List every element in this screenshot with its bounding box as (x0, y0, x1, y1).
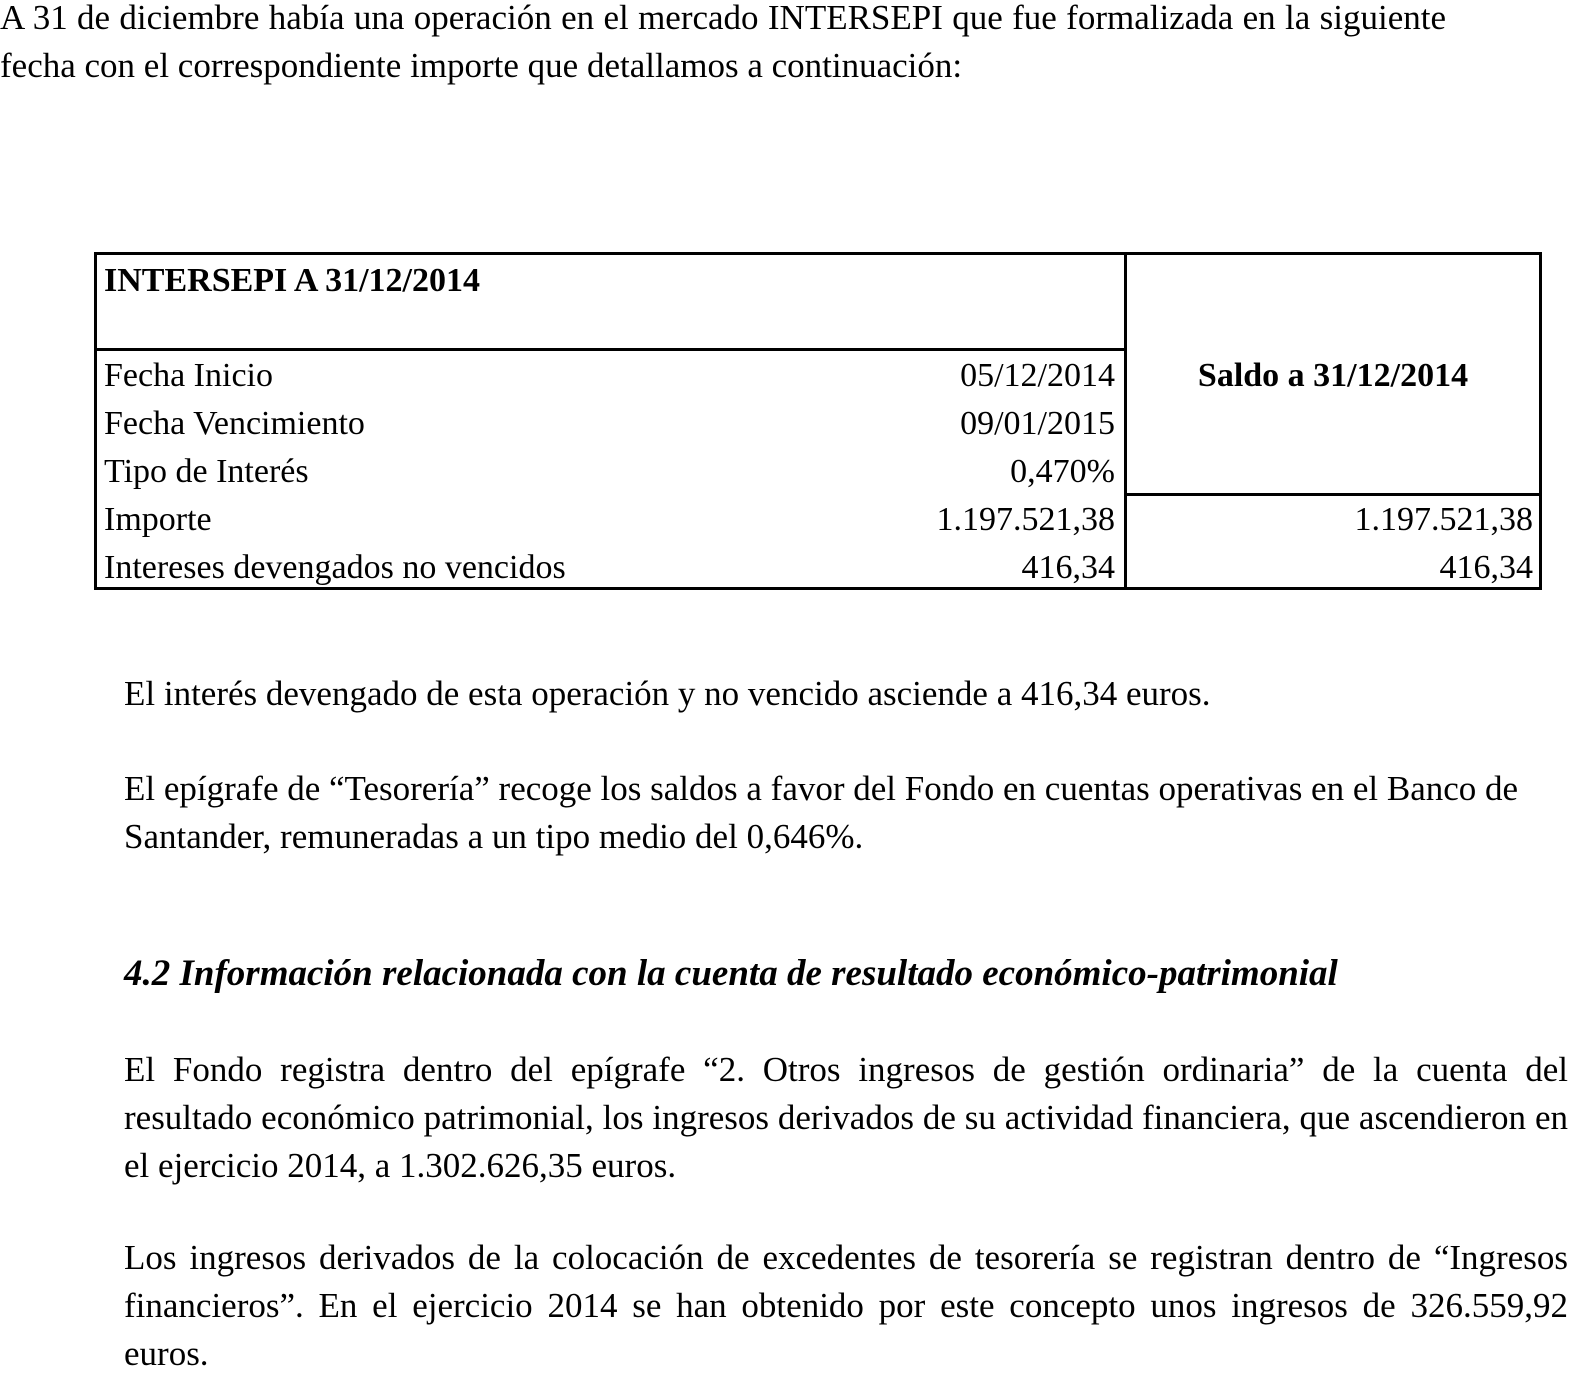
row-value-intereses: 416,34 (1021, 549, 1115, 586)
row-value-fecha-vencimiento: 09/01/2015 (960, 405, 1115, 442)
intersepi-table (94, 252, 1542, 590)
row-label-importe: Importe (104, 501, 212, 538)
row-label-tipo-interes: Tipo de Interés (104, 453, 309, 490)
ingresos-financieros-paragraph: Los ingresos derivados de la colocación de excedentes de tesorería se registran dentro de “Ingresos financieros”. En el ejercicio 2014 se han obtenido por este concepto unos ingresos de 326.559,92 euros. (124, 1238, 1568, 1373)
table-title: INTERSEPI A 31/12/2014 (104, 262, 480, 299)
row-balance-importe: 1.197.521,38 (1354, 501, 1533, 538)
row-value-tipo-interes: 0,470% (1010, 453, 1115, 490)
tesoreria-paragraph: El epígrafe de “Tesorería” recoge los saldos a favor del Fondo en cuentas operativas en el Banco de Santander, remuneradas a un tipo medio del 0,646%. (124, 769, 1519, 856)
table-vertical-divider (1124, 255, 1127, 587)
row-value-importe: 1.197.521,38 (936, 501, 1115, 538)
interest-paragraph: El interés devengado de esta operación y no vencido asciende a 416,34 euros. (124, 674, 1211, 713)
intro-paragraph: A 31 de diciembre había una operación en el mercado INTERSEPI que fue formalizada en la siguiente fecha con el correspondiente importe que detallamos a continuación: (0, 0, 1446, 85)
row-balance-intereses: 416,34 (1439, 549, 1533, 586)
section-heading: 4.2 Información relacionada con la cuenta de resultado económico-patrimonial (124, 953, 1338, 994)
row-label-fecha-vencimiento: Fecha Vencimiento (104, 405, 365, 442)
row-value-fecha-inicio: 05/12/2014 (960, 357, 1115, 394)
table-title-divider (97, 348, 1124, 351)
row-label-intereses: Intereses devengados no vencidos (104, 549, 566, 586)
balance-header: Saldo a 31/12/2014 (1197, 357, 1469, 394)
ingresos-gestion-paragraph: El Fondo registra dentro del epígrafe “2. Otros ingresos de gestión ordinaria” de la cuenta del resultado económico patrimonial, los ingresos derivados de su actividad financiera, que ascendieron en el ejercicio 2014, a 1.302.626,35 euros. (124, 1050, 1568, 1185)
row-label-fecha-inicio: Fecha Inicio (104, 357, 273, 394)
